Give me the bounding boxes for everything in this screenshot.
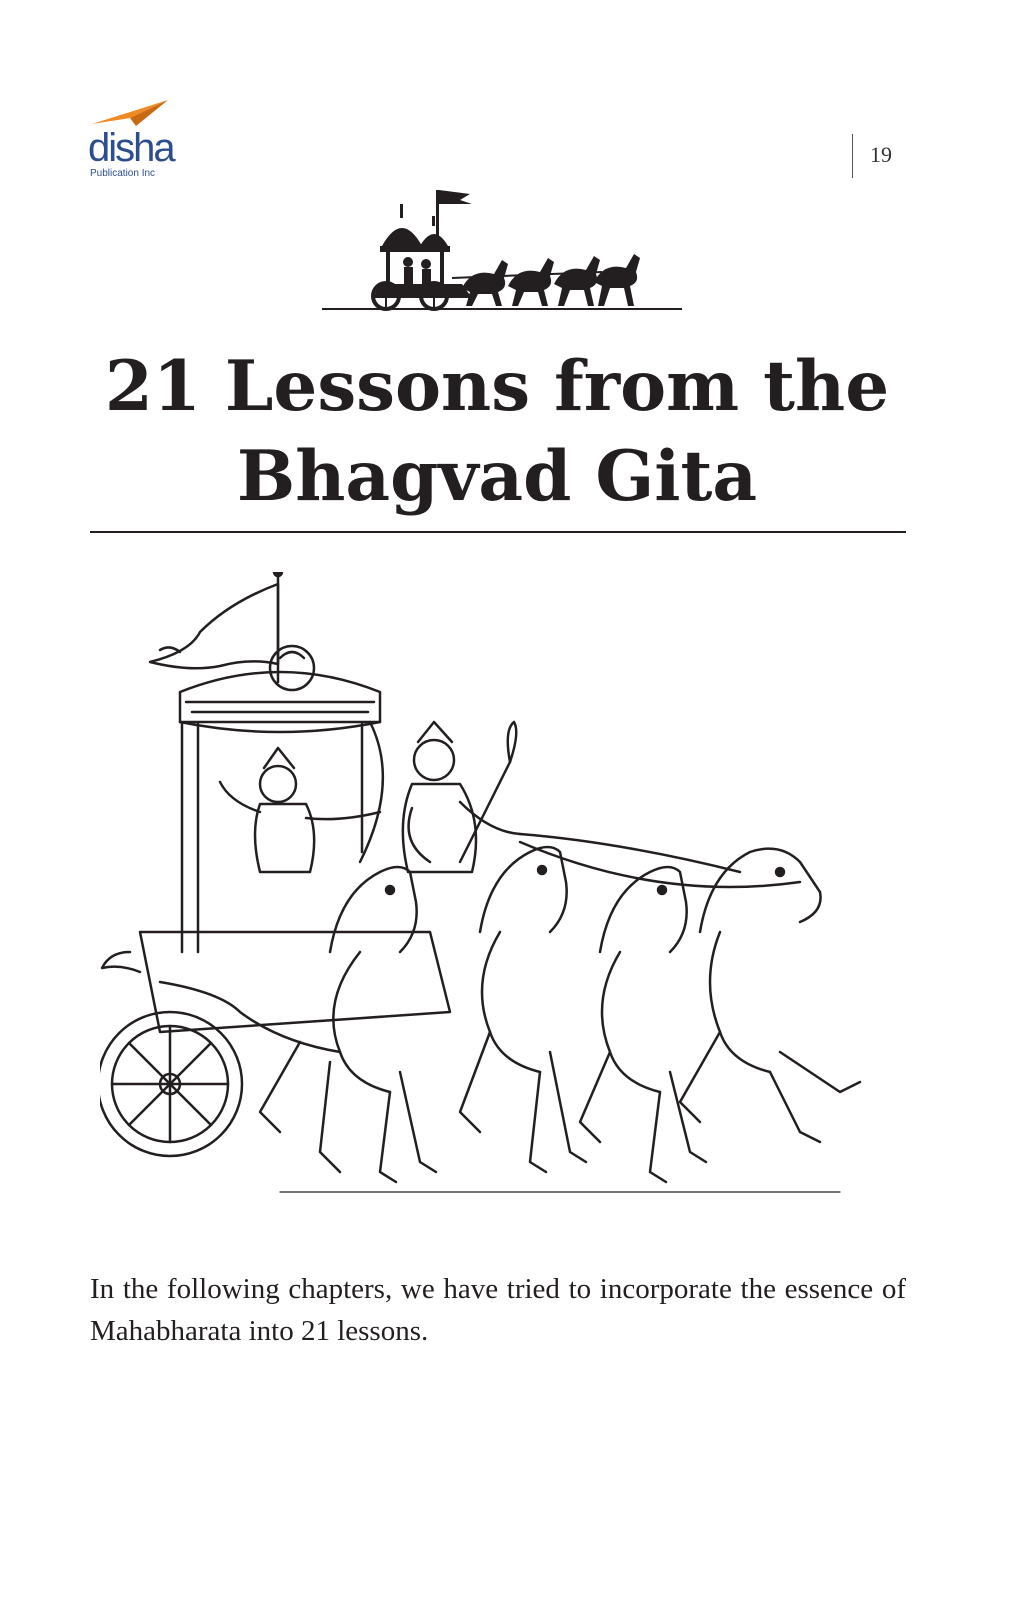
logo-subtitle: Publication Inc <box>90 168 156 179</box>
body-paragraph: In the following chapters, we have tried to incorporate the essence of Mahabharata into 21 lessons. <box>90 1273 906 1347</box>
page-number-divider <box>852 134 853 178</box>
chariot-silhouette-icon <box>322 188 682 322</box>
logo-wordmark: disha <box>88 126 174 170</box>
title-underline <box>90 531 906 533</box>
paper-plane-logo-icon <box>90 98 170 128</box>
title-line-1: 21 Lessons from the <box>104 346 890 427</box>
page-title <box>88 342 906 522</box>
publisher-logo <box>88 98 178 182</box>
chariot-illustration <box>100 572 880 1232</box>
page-number: 19 <box>870 142 892 167</box>
title-line-2: Bhagvad Gita <box>236 436 758 517</box>
